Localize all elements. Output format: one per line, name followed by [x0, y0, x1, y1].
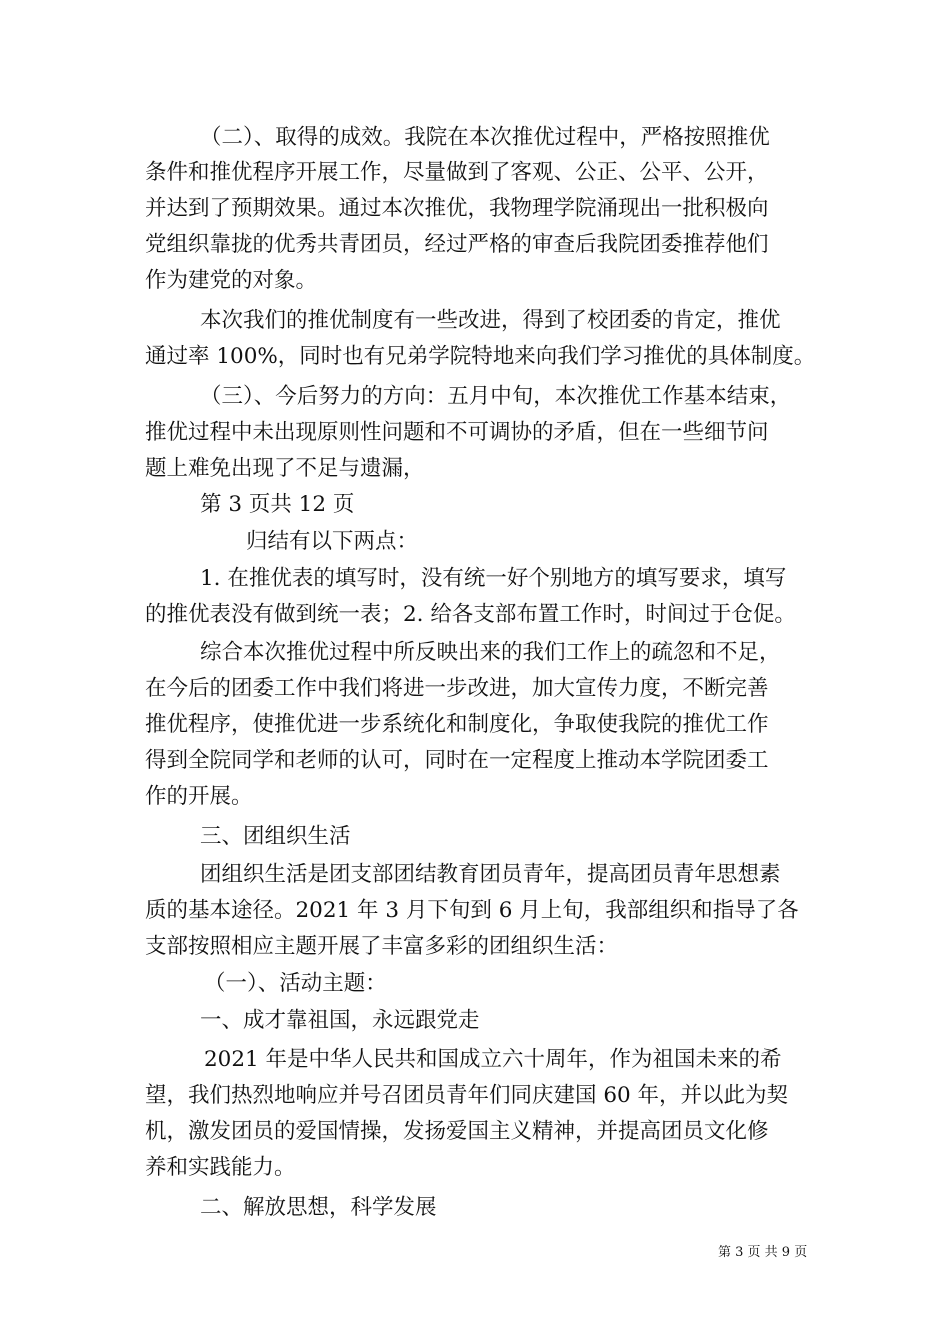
text-line: （三）、今后努力的方向：五月中旬，本次推优工作基本结束，: [200, 384, 792, 409]
text-line: 推优程序，使推优进一步系统化和制度化，争取使我院的推优工作: [145, 712, 769, 737]
text-line: 归结有以下两点：: [246, 529, 419, 554]
text-line: 养和实践能力。: [145, 1155, 296, 1180]
page-number-inline: 第 3 页共 12 页: [200, 492, 355, 517]
subsection-heading: （一）、活动主题：: [204, 971, 387, 996]
subsection-heading: 一、成才靠祖国，永远跟党走: [200, 1008, 480, 1033]
text-line: 通过率 100%，同时也有兄弟学院特地来向我们学习推优的具体制度。: [145, 344, 816, 369]
text-line: 望，我们热烈地响应并号召团员青年们同庆建国 60 年，并以此为契: [145, 1083, 789, 1108]
text-line: 推优过程中未出现原则性问题和不可调协的矛盾，但在一些细节问: [145, 420, 769, 445]
text-line: 综合本次推优过程中所反映出来的我们工作上的疏忽和不足，: [200, 640, 781, 665]
page-footer: 第 3 页 共 9 页: [718, 1245, 808, 1260]
text-line: 并达到了预期效果。通过本次推优，我物理学院涌现出一批积极向: [145, 196, 769, 221]
text-line: 题上难免出现了不足与遗漏，: [145, 456, 425, 481]
text-line: 支部按照相应主题开展了丰富多彩的团组织生活：: [145, 934, 619, 959]
text-line: 机，激发团员的爱国情操，发扬爱国主义精神，并提高团员文化修: [145, 1119, 769, 1144]
text-line: 的推优表没有做到统一表；2. 给各支部布置工作时，时间过于仓促。: [145, 602, 796, 627]
text-line: 2021 年是中华人民共和国成立六十周年，作为祖国未来的希: [204, 1047, 782, 1072]
text-line: 得到全院同学和老师的认可，同时在一定程度上推动本学院团委工: [145, 748, 769, 773]
text-line: 作为建党的对象。: [145, 268, 318, 293]
text-line: 党组织靠拢的优秀共青团员，经过严格的审查后我院团委推荐他们: [145, 232, 769, 257]
text-line: 在今后的团委工作中我们将进一步改进，加大宣传力度，不断完善: [145, 676, 769, 701]
text-line: 本次我们的推优制度有一些改进，得到了校团委的肯定，推优: [200, 308, 781, 333]
text-line: 团组织生活是团支部团结教育团员青年，提高团员青年思想素: [200, 862, 781, 887]
text-line: 条件和推优程序开展工作，尽量做到了客观、公正、公平、公开，: [145, 160, 769, 185]
text-line: （二）、取得的成效。我院在本次推优过程中，严格按照推优: [200, 125, 770, 150]
text-line: 1. 在推优表的填写时，没有统一好个别地方的填写要求，填写: [200, 566, 787, 591]
subsection-heading: 二、解放思想，科学发展: [200, 1195, 437, 1220]
section-heading: 三、团组织生活: [200, 824, 351, 849]
text-line: 作的开展。: [145, 784, 253, 809]
text-line: 质的基本途径。2021 年 3 月下旬到 6 月上旬，我部组织和指导了各: [145, 898, 799, 923]
